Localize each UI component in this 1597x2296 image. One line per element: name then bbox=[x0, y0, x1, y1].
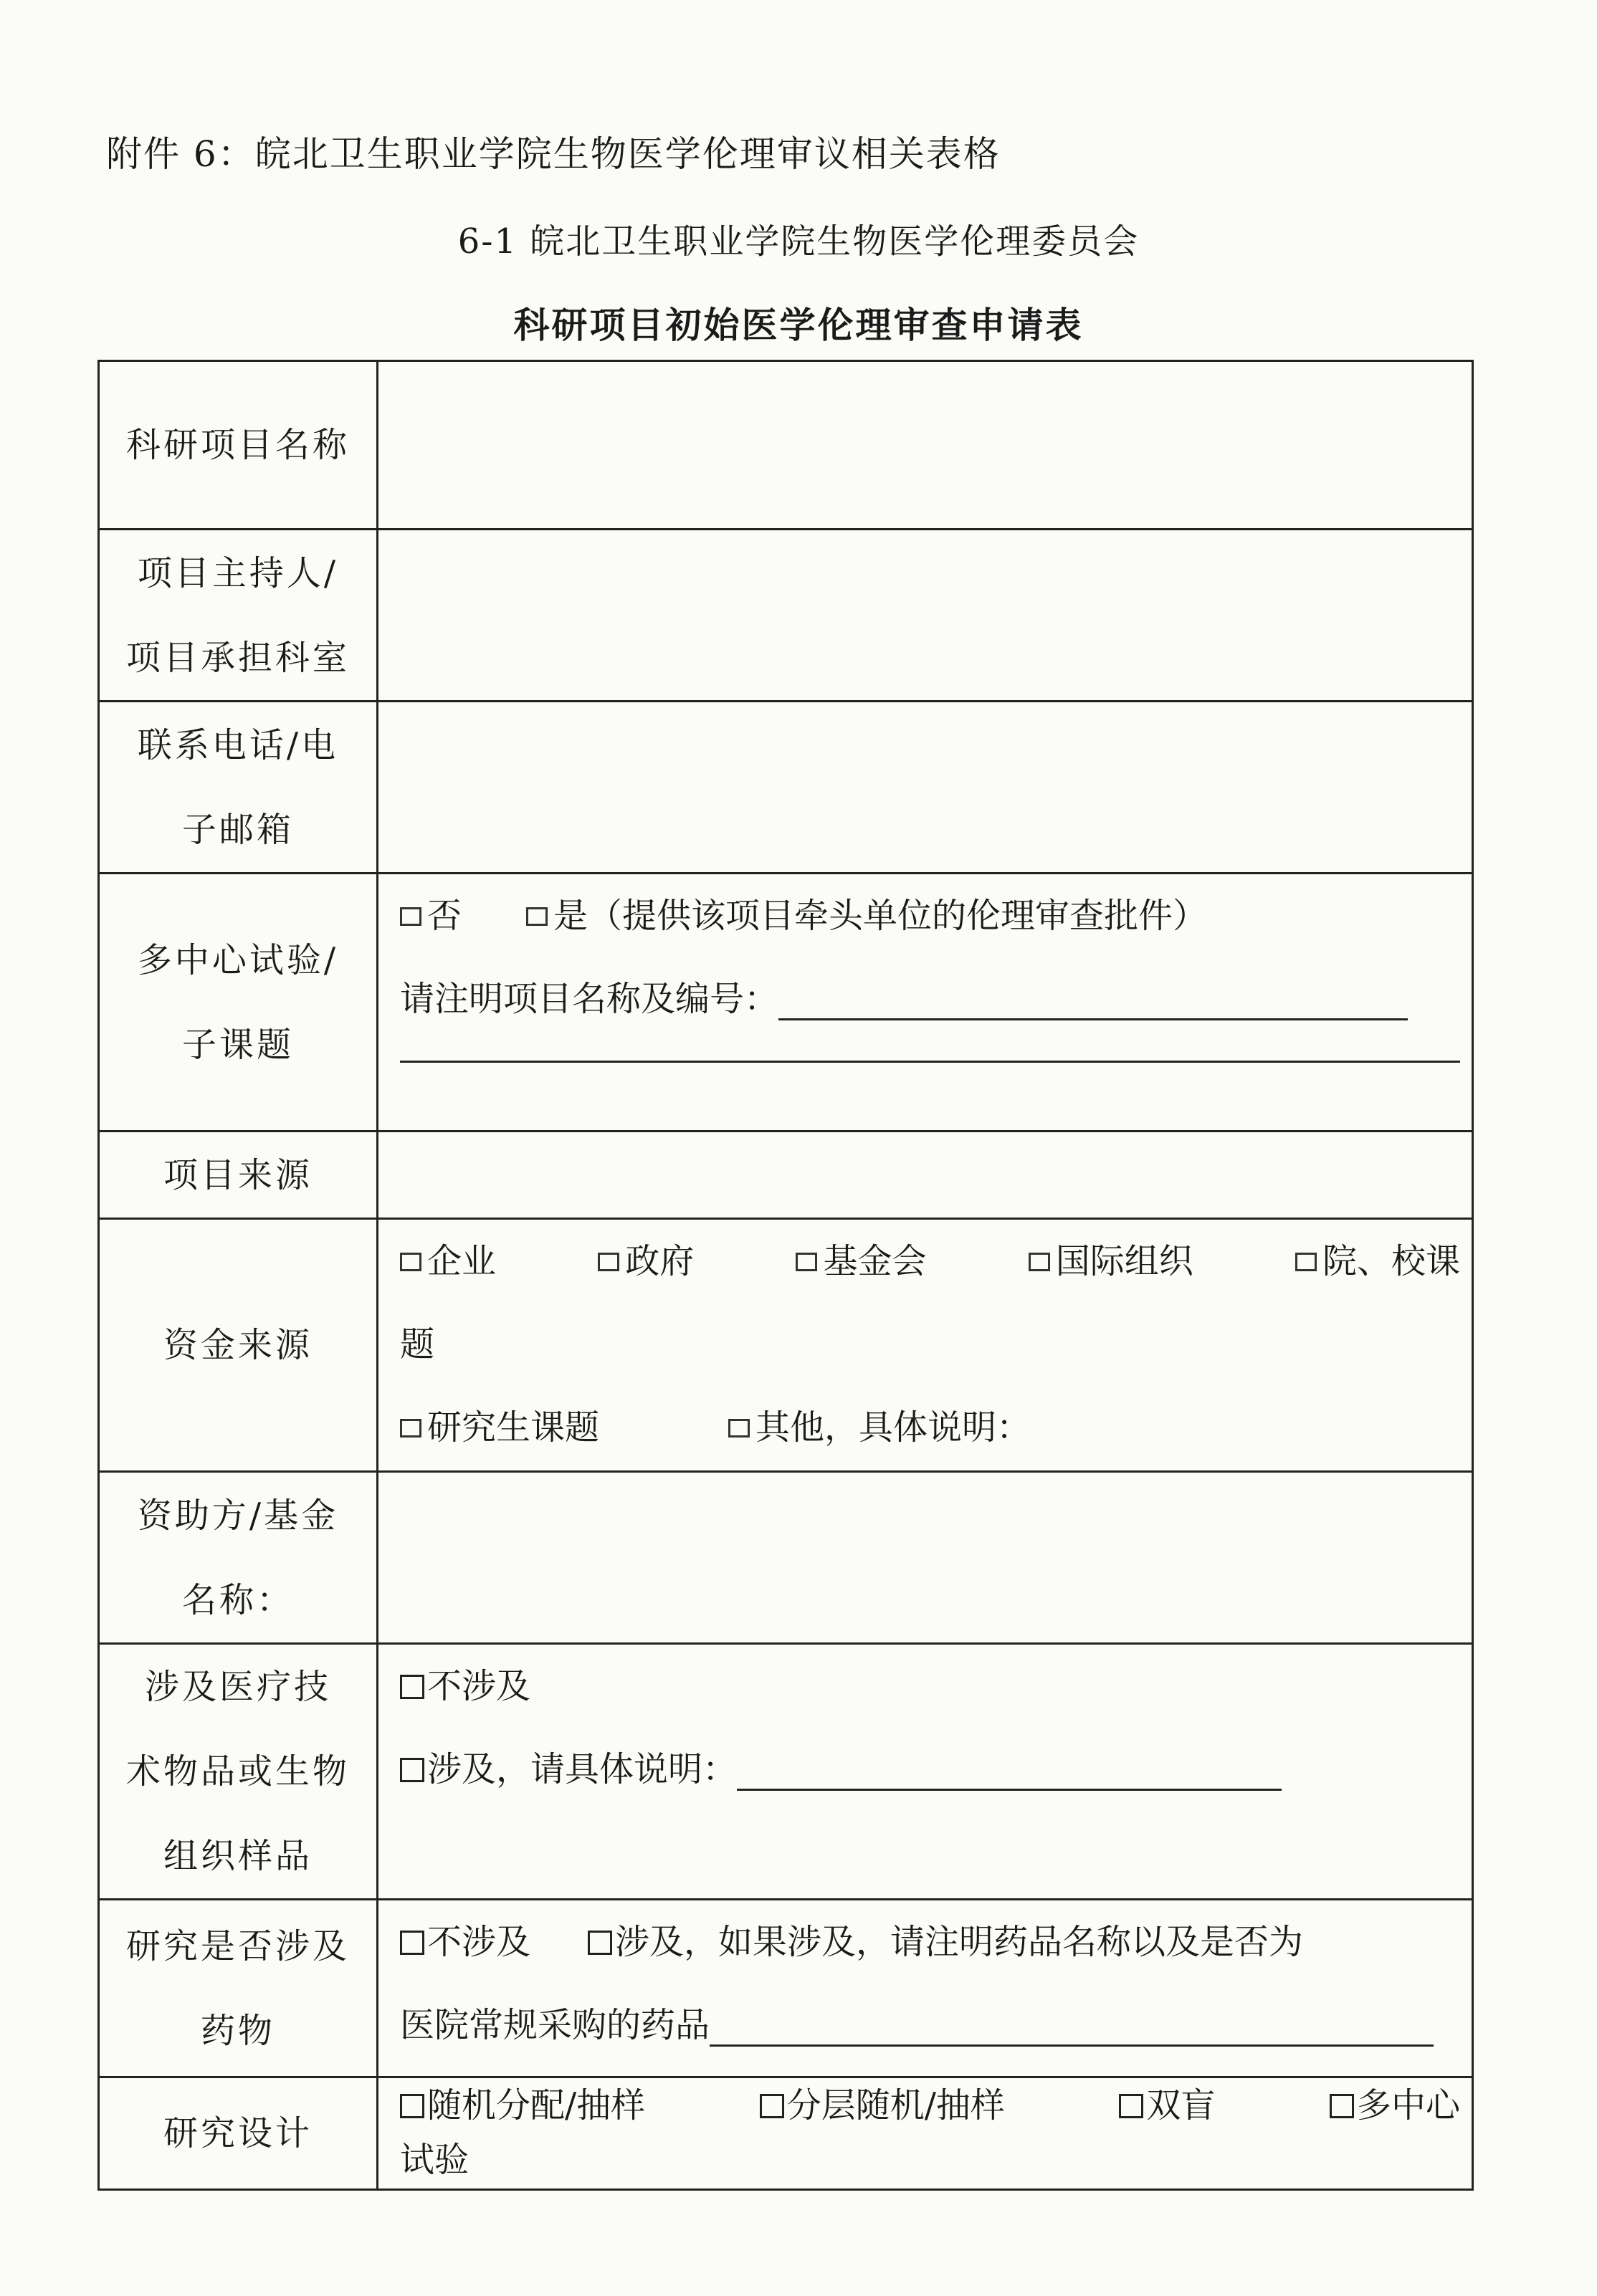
medical-tech-no-option[interactable]: 不涉及 bbox=[400, 1645, 530, 1728]
label-host bbox=[99, 530, 378, 702]
source-field[interactable] bbox=[378, 1132, 1473, 1219]
row-multicenter bbox=[99, 874, 1473, 1132]
row-project-name bbox=[99, 361, 1473, 530]
funding-government-option[interactable]: 政府 bbox=[598, 1220, 694, 1303]
label-text: 项目主持人/ bbox=[137, 553, 339, 593]
checkbox-icon bbox=[796, 1253, 817, 1271]
funding-international-option[interactable]: 国际组织 bbox=[1029, 1220, 1193, 1303]
multicenter-no-option[interactable]: 否 bbox=[400, 874, 462, 957]
drugs-detail-input[interactable] bbox=[710, 2020, 1434, 2047]
label-text: 项目来源 bbox=[163, 1154, 313, 1195]
funding-other-option[interactable]: 其他，具体说明： bbox=[728, 1386, 1031, 1469]
row-medical-tech bbox=[99, 1644, 1473, 1900]
medical-tech-detail-input[interactable] bbox=[737, 1764, 1282, 1791]
checkbox-icon bbox=[400, 907, 421, 926]
funding-graduate-option[interactable]: 研究生课题 bbox=[400, 1386, 599, 1469]
drugs-no-option[interactable]: 不涉及 bbox=[400, 1900, 530, 1984]
sponsor-field[interactable] bbox=[378, 1472, 1473, 1644]
checkbox-icon bbox=[526, 907, 548, 926]
project-name-field[interactable] bbox=[378, 361, 1473, 530]
funding-school-option[interactable]: 院、校课 bbox=[1295, 1220, 1460, 1303]
design-multicenter-option[interactable]: 多中心 bbox=[1330, 2078, 1460, 2133]
checkbox-icon bbox=[400, 1931, 424, 1955]
form-title: 科研项目初始医学伦理审查申请表 bbox=[513, 304, 1084, 346]
row-design bbox=[99, 2077, 1473, 2190]
label-source bbox=[99, 1132, 378, 1219]
funding-school-option-cont: 题 bbox=[400, 1324, 435, 1364]
row-host bbox=[99, 530, 1473, 702]
design-multicenter-option-cont: 试验 bbox=[400, 2140, 469, 2180]
checkbox-icon bbox=[1119, 2094, 1143, 2118]
label-text: 子邮箱 bbox=[181, 809, 294, 850]
design-random-option[interactable]: 随机分配/抽样 bbox=[400, 2078, 645, 2133]
row-sponsor bbox=[99, 1472, 1473, 1644]
label-multicenter bbox=[99, 874, 378, 1132]
drugs-cell bbox=[378, 1900, 1473, 2077]
funding-enterprise-option[interactable]: 企业 bbox=[400, 1220, 496, 1303]
label-text: 科研项目名称 bbox=[125, 425, 350, 465]
checkbox-icon bbox=[400, 1675, 424, 1699]
label-text: 联系电话/电 bbox=[137, 724, 339, 765]
label-text: 资助方/基金 bbox=[137, 1495, 339, 1536]
checkbox-icon bbox=[1029, 1253, 1050, 1271]
multicenter-name-input[interactable] bbox=[778, 994, 1408, 1020]
application-form-table bbox=[97, 360, 1474, 2191]
multicenter-cell bbox=[378, 874, 1473, 1132]
drugs-yes-option-cont: 医院常规采购的药品 bbox=[400, 2005, 710, 2045]
label-text: 组织样品 bbox=[163, 1836, 313, 1876]
label-design bbox=[99, 2077, 378, 2190]
medical-tech-cell bbox=[378, 1644, 1473, 1900]
checkbox-icon bbox=[400, 1758, 424, 1782]
row-source bbox=[99, 1132, 1473, 1219]
label-text: 资金来源 bbox=[163, 1325, 313, 1365]
label-project-name bbox=[99, 361, 378, 530]
design-cell bbox=[378, 2077, 1473, 2190]
label-drugs bbox=[99, 1900, 378, 2077]
label-text: 药物 bbox=[200, 2010, 275, 2051]
checkbox-icon bbox=[1330, 2094, 1354, 2118]
label-text: 名称： bbox=[181, 1579, 294, 1620]
row-drugs bbox=[99, 1900, 1473, 2077]
design-stratified-option[interactable]: 分层随机/抽样 bbox=[760, 2078, 1005, 2133]
checkbox-icon bbox=[760, 2094, 784, 2118]
label-text: 涉及医疗技 bbox=[144, 1667, 331, 1707]
checkbox-icon bbox=[728, 1419, 750, 1438]
host-field[interactable] bbox=[378, 530, 1473, 702]
label-text: 子课题 bbox=[181, 1024, 294, 1065]
label-medical-tech bbox=[99, 1644, 378, 1900]
design-double-blind-option[interactable]: 双盲 bbox=[1119, 2078, 1215, 2133]
checkbox-icon bbox=[400, 1253, 421, 1271]
funding-cell bbox=[378, 1219, 1473, 1472]
checkbox-icon bbox=[400, 2094, 424, 2118]
row-funding bbox=[99, 1219, 1473, 1472]
attachment-title: 附件 6：皖北卫生职业学院生物医学伦理审议相关表格 bbox=[106, 133, 1001, 175]
checkbox-icon bbox=[598, 1253, 619, 1271]
label-text: 术物品或生物 bbox=[125, 1751, 350, 1792]
label-sponsor bbox=[99, 1472, 378, 1644]
checkbox-icon bbox=[400, 1419, 421, 1438]
drugs-yes-option[interactable]: 涉及，如果涉及，请注明药品名称以及是否为 bbox=[588, 1900, 1303, 1984]
label-text: 研究设计 bbox=[163, 2113, 313, 2153]
label-contact bbox=[99, 702, 378, 874]
funding-foundation-option[interactable]: 基金会 bbox=[796, 1220, 926, 1303]
multicenter-yes-option[interactable]: 是（提供该项目牵头单位的伦理审查批件） bbox=[526, 874, 1207, 957]
label-text: 多中心试验/ bbox=[137, 939, 339, 980]
contact-field[interactable] bbox=[378, 702, 1473, 874]
checkbox-icon bbox=[1295, 1253, 1317, 1271]
label-text: 项目承担科室 bbox=[125, 637, 350, 678]
row-contact bbox=[99, 702, 1473, 874]
medical-tech-yes-option[interactable]: 涉及，请具体说明： bbox=[400, 1728, 737, 1811]
multicenter-note-label: 请注明项目名称及编号： bbox=[400, 979, 779, 1019]
label-funding bbox=[99, 1219, 378, 1472]
committee-title: 6-1 皖北卫生职业学院生物医学伦理委员会 bbox=[457, 221, 1140, 262]
checkbox-icon bbox=[588, 1931, 612, 1955]
label-text: 研究是否涉及 bbox=[125, 1926, 350, 1966]
